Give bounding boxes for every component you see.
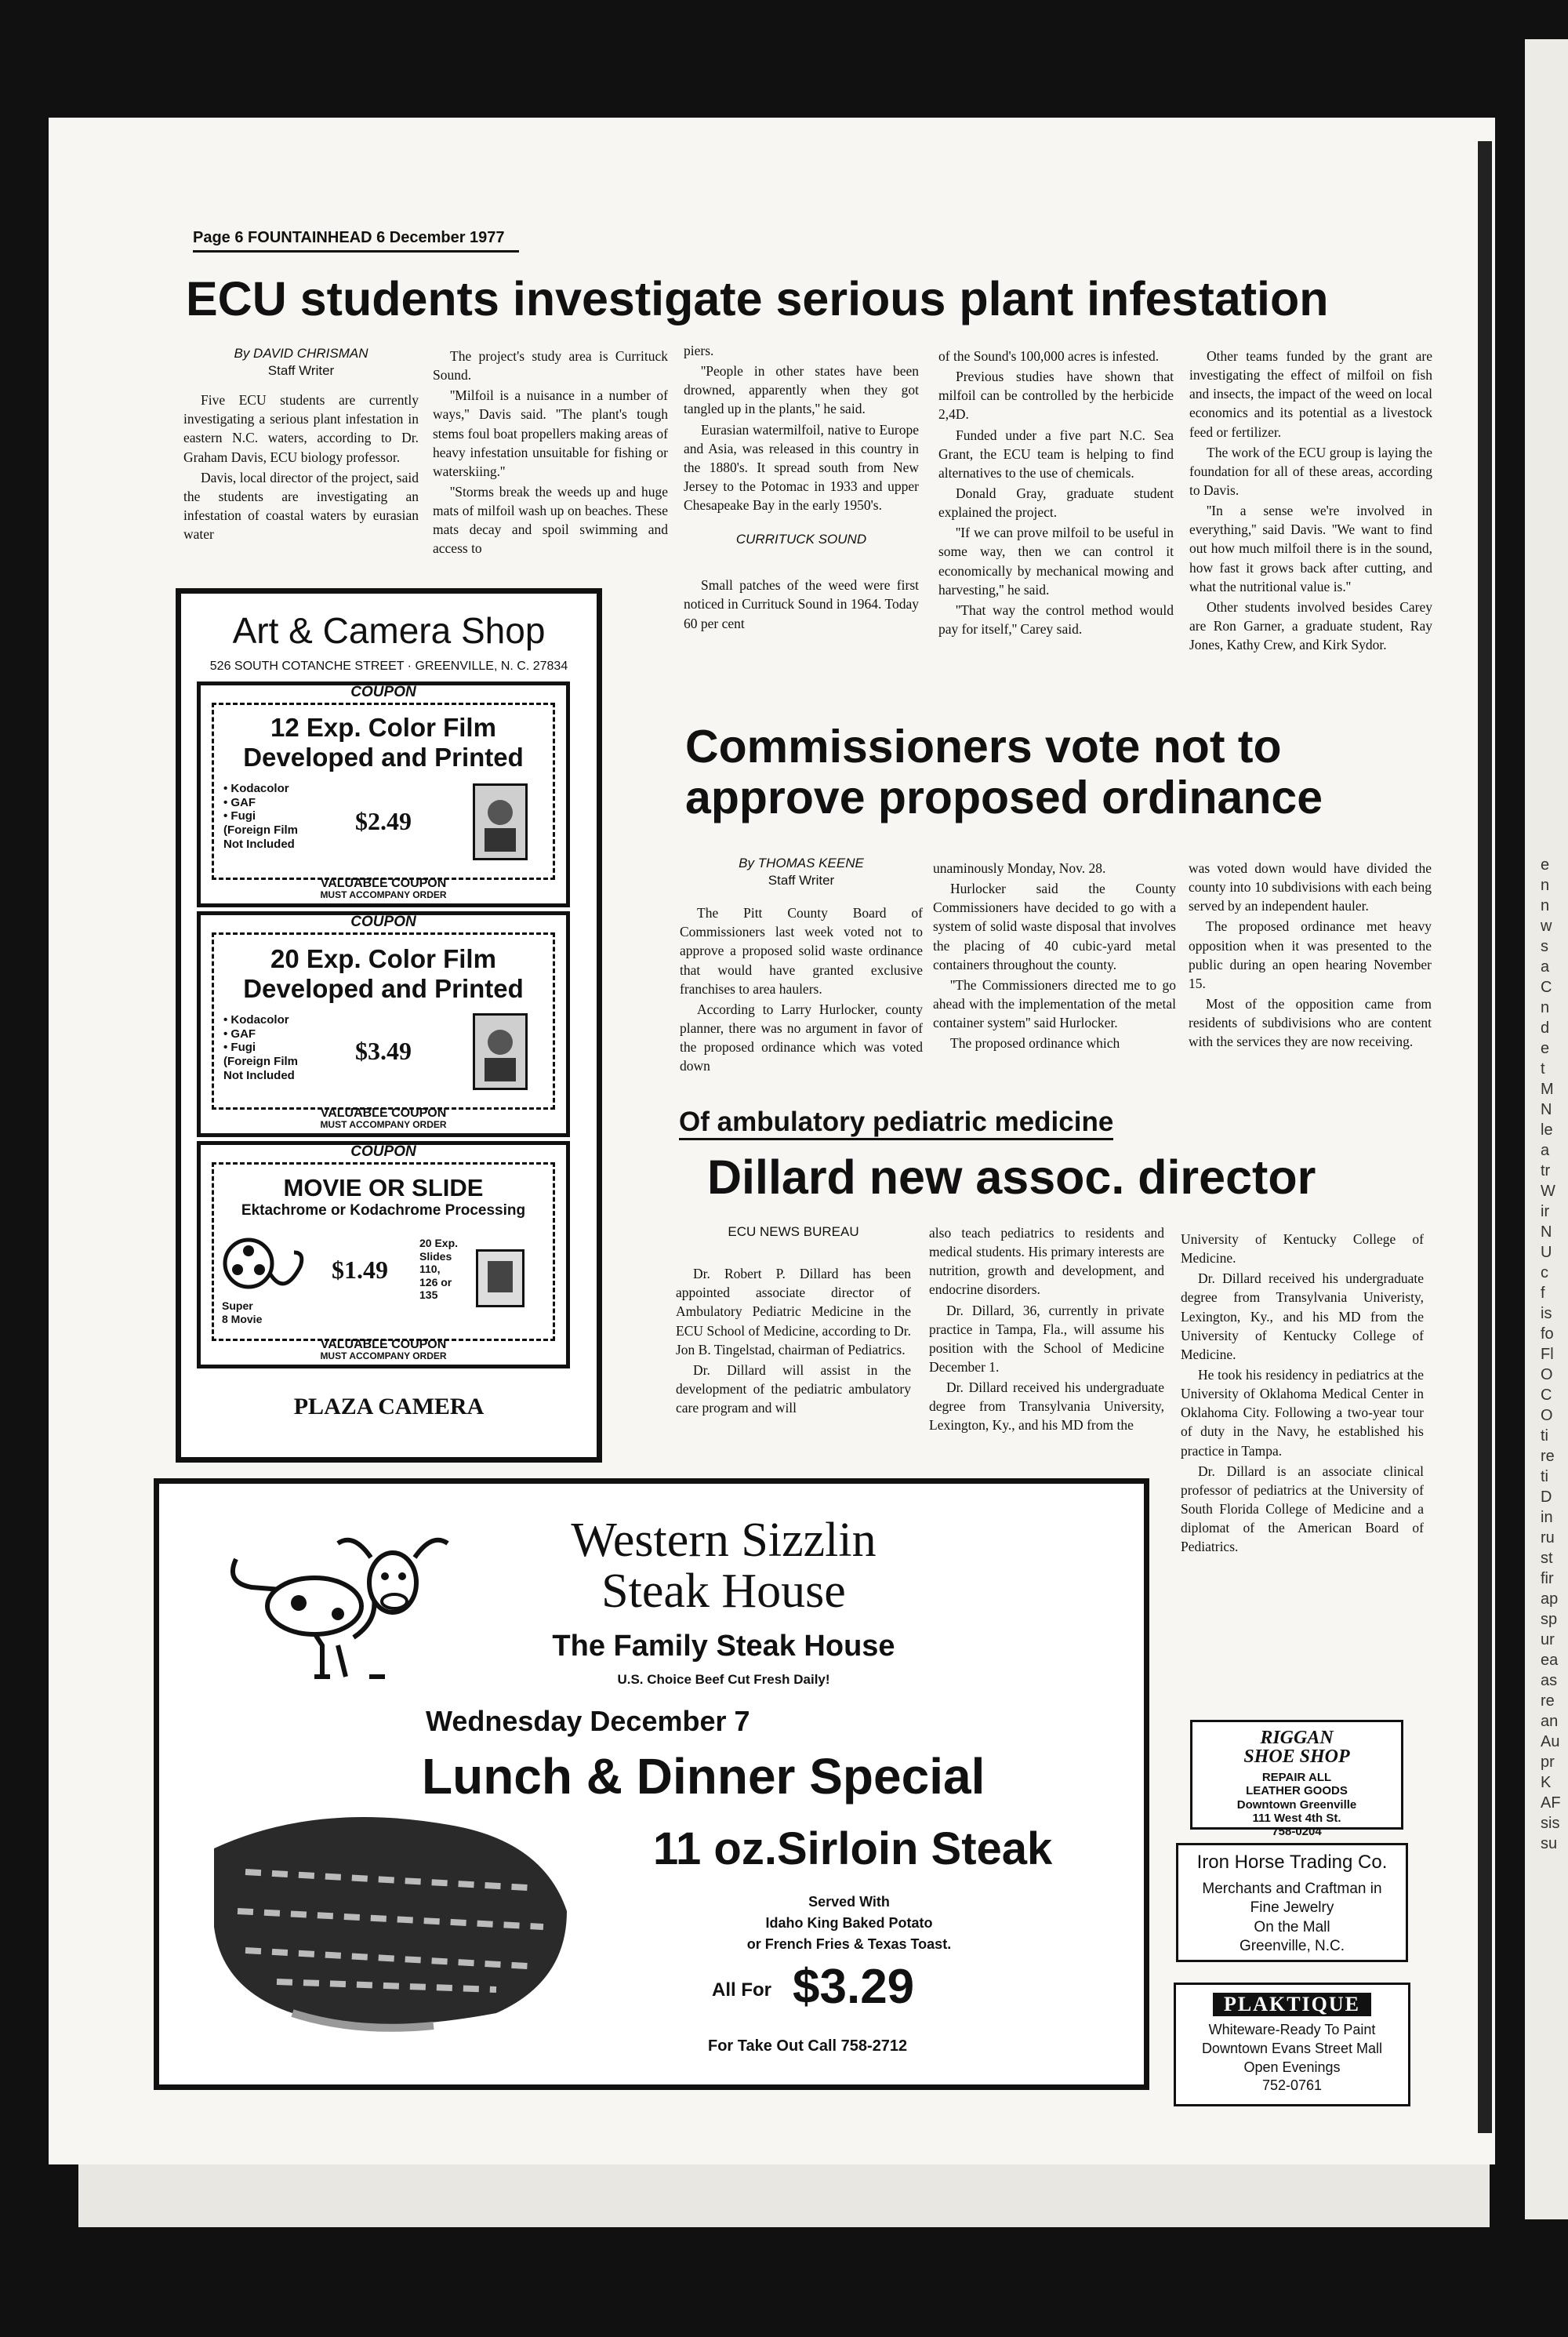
paragraph: The Pitt County Board of Commissioners last week voted not to approve a proposed solid waste ordinance that would have granted exclusive franchises to area haulers.: [680, 905, 923, 997]
restaurant-name: [488, 1515, 959, 1617]
paragraph: Dr. Dillard is an associate clinical professor of pediatrics at the University of South Florida College of Medicine and a diplomat of the American Board of Pediatrics.: [1181, 1463, 1424, 1555]
shop-details: [1192, 1771, 1401, 1838]
text-line: 111 West 4th St.: [1252, 1811, 1341, 1825]
paragraph: Eurasian watermilfoil, native to Europe and Asia, was released in this country in the 1880's. It spread south from New Jersey to the Potomac in 1933 and upper Chesapeake Bay in the early 1950's.: [684, 421, 919, 514]
adjacent-page-fragment: fir: [1541, 1570, 1554, 1587]
coupon-brands: [223, 1013, 298, 1082]
paragraph: of the Sound's 100,000 acres is infested.: [938, 348, 1160, 364]
coupon-label: COUPON: [350, 684, 416, 700]
text-line: 110,: [419, 1263, 441, 1276]
paragraph: ''Milfoil is a nuisance in a number of ways,'' Davis said. ''The plant's tough stems foul boat propellers making areas of heavy infestation unsuitable for fishing or waterskiing.'': [433, 387, 668, 479]
commissioners-headline: [685, 721, 1485, 823]
adjacent-page-fragment: an: [1541, 1713, 1559, 1730]
coupon-movie-slide[interactable]: [197, 1141, 570, 1368]
dillard-headline: Dillard new assoc. director: [707, 1150, 1316, 1204]
text-line: REPAIR ALL: [1261, 1771, 1332, 1784]
adjacent-page-strip: [1525, 39, 1568, 2219]
text-line: 752-0761: [1261, 2077, 1323, 2094]
paragraph: Other students involved besides Carey are Ron Garner, a graduate student, Ray Jones, Kathy Crew, and Kirk Sydor.: [1189, 598, 1432, 653]
body-text: [684, 576, 919, 632]
adjacent-page-fragment: N: [1541, 1101, 1552, 1118]
slide-formats: [419, 1237, 458, 1302]
text-line: (Foreign Film: [223, 823, 298, 838]
adjacent-page-fragment: su: [1541, 1835, 1558, 1852]
paragraph: unaminously Monday, Nov. 28.: [933, 860, 1106, 876]
paragraph: ''People in other states have been drowned, apparently when they got tangled up in the plants,'' he said.: [684, 363, 919, 417]
byline-name: By THOMAS KEENE: [739, 856, 864, 870]
cow-mascot-icon: [220, 1528, 456, 1685]
text-line: Slides: [419, 1249, 452, 1263]
main-story-column-5: [1189, 347, 1432, 656]
paragraph: He took his residency in pediatrics at the University of Oklahoma Medical Center in Oklahoma City. Following a two-year tour of duty in the Navy, he established his practice in Tampa.: [1181, 1366, 1424, 1459]
paragraph: Most of the opposition came from residents of subdivisions who are content with the services they are now receiving.: [1189, 995, 1432, 1050]
adjacent-page-fragment: K: [1541, 1774, 1552, 1791]
paragraph: The proposed ordinance which: [950, 1035, 1120, 1052]
paragraph: was voted down would have divided the county into 10 subdivisions with each being served by an independent hauler.: [1189, 860, 1432, 914]
page-below: [78, 2164, 1490, 2227]
crosshead: CURRITUCK SOUND: [735, 532, 867, 547]
menu-item: 11 oz.Sirloin Steak: [653, 1823, 1053, 1874]
text-line: RIGGAN: [1260, 1728, 1334, 1748]
main-headline: ECU students investigate serious plant infestation: [186, 272, 1329, 325]
commissioners-column-2: [933, 859, 1176, 1054]
commissioners-byline: [680, 855, 923, 889]
coupon-title-line-2: Developed and Printed: [243, 742, 524, 772]
film-reel-icon: [222, 1235, 308, 1298]
paragraph: The work of the ECU group is laying the foundation for all of these areas, according to Davis.: [1189, 444, 1432, 498]
text-line: • GAF: [223, 795, 256, 809]
adjacent-page-fragment: d: [1541, 1019, 1550, 1037]
shop-details: [1176, 2021, 1408, 2095]
coupon-border: [212, 703, 555, 880]
restaurant-tagline: The Family Steak House: [552, 1630, 895, 1663]
text-line: Served With: [808, 1894, 890, 1910]
adjacent-page-fragment: AF: [1541, 1794, 1561, 1812]
paragraph: According to Larry Hurlocker, county planner, there was no argument in favor of the proposed ordinance which was voted down: [680, 1001, 923, 1074]
adjacent-page-fragment: U: [1541, 1244, 1552, 1261]
adjacent-page-fragment: e: [1541, 856, 1550, 874]
adjacent-page-fragment: le: [1541, 1121, 1553, 1139]
text-line: 758-0204: [1272, 1825, 1322, 1838]
accompany-order-text: MUST ACCOMPANY ORDER: [320, 889, 447, 901]
main-story-column-1: [183, 345, 419, 545]
restaurant-name-line-1: Western Sizzlin: [571, 1514, 877, 1567]
text-line: Downtown Evans Street Mall: [1201, 2040, 1383, 2056]
coupon-price: $1.49: [332, 1256, 388, 1284]
text-line: Idaho King Baked Potato: [765, 1915, 933, 1931]
main-byline: [183, 345, 419, 380]
adjacent-page-fragment: sp: [1541, 1611, 1558, 1628]
shop-name: Iron Horse Trading Co.: [1196, 1852, 1388, 1873]
adjacent-page-text: [1541, 855, 1568, 1854]
text-line: • Fugi: [223, 809, 256, 823]
coupon-label: COUPON: [350, 1143, 416, 1160]
commissioners-column-1: [680, 855, 923, 1077]
adjacent-page-fragment: pr: [1541, 1754, 1555, 1771]
main-story-column-2: [433, 347, 668, 560]
adjacent-page-fragment: a: [1541, 1142, 1550, 1159]
body-text: [676, 1264, 911, 1417]
special-date: Wednesday December 7: [426, 1705, 750, 1737]
adjacent-page-fragment: as: [1541, 1672, 1558, 1689]
text-line: 126 or: [419, 1275, 452, 1288]
paragraph: Hurlocker said the County Commissioners have decided to go with a system of solid waste disposal that involves the placing of 40 cubic-yard metal containers throughout the county.: [933, 881, 1176, 972]
accompany-order-text: MUST ACCOMPANY ORDER: [320, 1119, 447, 1131]
all-for-label: All For: [712, 1979, 771, 2001]
valuable-coupon-text: VALUABLE COUPON: [320, 1337, 447, 1351]
coupon-title-line-1: 12 Exp. Color Film: [270, 713, 496, 742]
adjacent-page-fragment: w: [1541, 918, 1552, 935]
adjacent-page-fragment: ti: [1541, 1468, 1548, 1485]
coupon-price: $2.49: [355, 807, 412, 835]
text-line: 20 Exp.: [419, 1237, 459, 1249]
shop-address: 526 SOUTH COTANCHE STREET · GREENVILLE, N. C. 27834: [209, 660, 568, 673]
coupon-footer: [201, 1339, 566, 1361]
main-story-column-3: [684, 341, 919, 634]
page-shadow-edge: [1478, 141, 1492, 2133]
paragraph: Dr. Dillard, 36, currently in private practice in Tampa, Fla., will assume his position with the School of Medicine December 1.: [929, 1302, 1164, 1375]
newspaper-page: [49, 118, 1495, 2164]
adjacent-page-fragment: O: [1541, 1407, 1553, 1424]
adjacent-page-fragment: s: [1541, 938, 1548, 955]
paragraph: also teach pediatrics to residents and medical students. His primary interests are nutrition, growth and development, and endocrine disorders.: [929, 1225, 1164, 1298]
coupon-label: COUPON: [350, 914, 416, 930]
coupon-footer: [201, 878, 566, 900]
adjacent-page-fragment: t: [1541, 1060, 1545, 1078]
served-with: [692, 1892, 1006, 1955]
coupon-border: [212, 1162, 555, 1341]
adjacent-page-fragment: n: [1541, 999, 1550, 1016]
takeout-phone: For Take Out Call 758-2712: [708, 2037, 908, 2055]
adjacent-page-fragment: st: [1541, 1550, 1553, 1567]
special-title: Lunch & Dinner Special: [422, 1748, 985, 1805]
paragraph: Dr. Robert P. Dillard has been appointed associate director of Ambulatory Pediatric Medicine in the ECU School of Medicine, according to Dr. Jon B. Tingelstad, chairman of Pediatrics.: [676, 1266, 911, 1357]
adjacent-page-fragment: M: [1541, 1081, 1554, 1098]
headline-line-1: Commissioners vote not to: [685, 721, 1282, 772]
paragraph: Dr. Dillard received his undergraduate degree from Transylvania University, Lexington, Ky., and his MD from the: [929, 1379, 1164, 1434]
paragraph: Donald Gray, graduate student explained the project.: [938, 485, 1174, 521]
adjacent-page-fragment: ur: [1541, 1631, 1555, 1648]
slide-box-illustration: [476, 1249, 524, 1307]
text-line: or French Fries & Texas Toast.: [746, 1936, 952, 1952]
text-line: • GAF: [223, 1027, 256, 1041]
adjacent-page-fragment: tr: [1541, 1162, 1551, 1179]
paragraph: Funded under a five part N.C. Sea Grant, the ECU team is helping to find alternatives to the use of chemicals.: [938, 427, 1174, 481]
text-line: • Kodacolor: [223, 1013, 289, 1027]
text-line: • Kodacolor: [223, 782, 289, 795]
paragraph: ''Storms break the weeds up and huge mats of milfoil wash up on beaches. These mats decay and spoil swimming and access to: [433, 483, 668, 557]
text-line: Open Evenings: [1243, 2059, 1341, 2075]
coupon-title-line-1: MOVIE OR SLIDE: [283, 1174, 484, 1201]
byline-name: By DAVID CHRISMAN: [234, 346, 368, 361]
text-line: SHOE SHOP: [1243, 1746, 1350, 1767]
coupon-border: [212, 932, 555, 1110]
byline-title: Staff Writer: [768, 873, 835, 889]
adjacent-page-fragment: C: [1541, 1387, 1552, 1404]
paragraph: Small patches of the weed were first noticed in Currituck Sound in 1964. Today 60 per cent: [684, 577, 919, 631]
text-line: Downtown Greenville: [1236, 1797, 1357, 1812]
paragraph: piers.: [684, 343, 714, 358]
adjacent-page-fragment: C: [1541, 979, 1552, 996]
adjacent-page-fragment: ti: [1541, 1427, 1548, 1445]
art-camera-shop-ad: [176, 588, 602, 1463]
text-line: Not Included: [223, 1068, 295, 1082]
valuable-coupon-text: VALUABLE COUPON: [320, 1106, 447, 1120]
accompany-order-text: MUST ACCOMPANY ORDER: [320, 1350, 447, 1362]
adjacent-page-fragment: Fl: [1541, 1346, 1554, 1363]
adjacent-page-fragment: fo: [1541, 1325, 1554, 1343]
text-line: 8 Movie: [222, 1312, 263, 1325]
paragraph: ''That way the control method would pay for itself,'' Carey said.: [938, 602, 1174, 637]
text-line: Greenville, N.C.: [1239, 1937, 1345, 1954]
iron-horse-trading-ad: [1176, 1843, 1408, 1962]
coupon-12-exp[interactable]: [197, 681, 570, 907]
text-line: Merchants and Craftman in: [1202, 1881, 1382, 1897]
paragraph: Five ECU students are currently investigating a serious plant infestation in eastern N.C. waters, according to Dr. Graham Davis, ECU biology professor.: [183, 392, 419, 465]
steak-illustration: [198, 1801, 575, 2037]
body-text: [684, 341, 919, 514]
text-line: Fine Jewelry: [1250, 1899, 1334, 1917]
dillard-byline: ECU NEWS BUREAU: [728, 1224, 859, 1239]
paragraph: ''In a sense we're involved in everything,'' said Davis. ''We want to find out how much milfoil there is in the sound, how fast it grows back after cutting, and what the nutritional value is.'': [1189, 503, 1432, 594]
beef-quality-line: U.S. Choice Beef Cut Fresh Daily!: [617, 1672, 830, 1687]
adjacent-page-fragment: n: [1541, 897, 1550, 914]
adjacent-page-fragment: re: [1541, 1692, 1555, 1710]
adjacent-page-fragment: D: [1541, 1488, 1552, 1506]
coupon-footer: [201, 1107, 566, 1130]
dillard-kicker: Of ambulatory pediatric medicine: [679, 1107, 1113, 1140]
text-line: (Foreign Film: [223, 1055, 298, 1069]
valuable-coupon-text: VALUABLE COUPON: [320, 876, 447, 890]
dillard-column-2: [929, 1223, 1164, 1437]
body-text: [680, 903, 923, 1075]
coupon-price: $3.49: [355, 1037, 412, 1065]
paragraph: Previous studies have shown that milfoil can be controlled by the herbicide 2,4D.: [938, 369, 1174, 423]
paragraph: The proposed ordinance met heavy opposition when it was presented to the public during an open hearing November 15.: [1189, 918, 1432, 991]
adjacent-page-fragment: ap: [1541, 1590, 1559, 1608]
adjacent-page-fragment: a: [1541, 958, 1550, 976]
adjacent-page-fragment: ru: [1541, 1529, 1555, 1546]
coupon-brands: [223, 782, 298, 851]
adjacent-page-fragment: n: [1541, 877, 1550, 894]
adjacent-page-fragment: Au: [1541, 1733, 1560, 1750]
shop-details: [1178, 1880, 1406, 1956]
paragraph: ''The Commissioners directed me to go ahead with the implementation of the metal container system'' said Hurlocker.: [933, 976, 1176, 1031]
adjacent-page-fragment: sis: [1541, 1815, 1560, 1832]
plaktique-ad: [1174, 1983, 1410, 2106]
movie-format-label: [222, 1299, 262, 1325]
coupon-20-exp[interactable]: [197, 911, 570, 1137]
adjacent-page-fragment: c: [1541, 1264, 1548, 1281]
coupon-title-line-1: 20 Exp. Color Film: [270, 944, 496, 973]
coupon-title-line-2: Ektachrome or Kodachrome Processing: [241, 1201, 526, 1219]
adjacent-page-fragment: W: [1541, 1183, 1555, 1200]
adjacent-page-fragment: ea: [1541, 1652, 1559, 1669]
text-line: • Fugi: [223, 1041, 256, 1055]
paragraph: ''If we can prove milfoil to be useful in some way, then we can control it economically by mechanical mowing and harvesting,'' he said.: [938, 525, 1174, 598]
riggan-shoe-shop-ad: [1190, 1720, 1403, 1838]
paragraph: Dr. Dillard will assist in the development of the pediatric ambulatory care program and will: [676, 1361, 911, 1416]
adjacent-page-fragment: N: [1541, 1223, 1552, 1241]
shop-name: [1192, 1728, 1401, 1766]
shop-name: PLAKTIQUE: [1213, 1993, 1371, 2016]
body-text: [183, 391, 419, 543]
adjacent-page-fragment: ir: [1541, 1203, 1550, 1220]
adjacent-page-fragment: O: [1541, 1366, 1553, 1383]
shop-name: Art & Camera Shop: [232, 610, 546, 651]
coupon-title-line-2: Developed and Printed: [243, 973, 524, 1003]
adjacent-page-fragment: f: [1541, 1285, 1545, 1302]
special-price: $3.29: [793, 1960, 915, 2014]
folio-line: Page 6 FOUNTAINHEAD 6 December 1977: [193, 229, 519, 253]
text-line: On the Mall: [1254, 1918, 1330, 1935]
film-box-illustration: [473, 783, 528, 860]
paragraph: University of Kentucky College of Medicine.: [1181, 1231, 1424, 1267]
paragraph: The project's study area is Currituck Sound.: [433, 348, 668, 383]
western-sizzlin-ad: [154, 1478, 1149, 2090]
dillard-column-1: [676, 1223, 911, 1419]
text-line: Not Included: [223, 837, 295, 851]
restaurant-name-line-2: Steak House: [601, 1565, 846, 1619]
text-line: Super: [222, 1299, 253, 1312]
text-line: 135: [419, 1288, 438, 1302]
commissioners-column-3: [1189, 859, 1432, 1052]
text-line: LEATHER GOODS: [1246, 1784, 1348, 1798]
text-line: Whiteware-Ready To Paint: [1208, 2022, 1376, 2037]
adjacent-page-fragment: is: [1541, 1305, 1552, 1322]
dillard-column-3: [1181, 1230, 1424, 1557]
adjacent-page-fragment: re: [1541, 1448, 1555, 1465]
adjacent-page-fragment: e: [1541, 1040, 1550, 1057]
paragraph: Dr. Dillard received his undergraduate degree from Transylvania Univeristy, Lexington, Ky., and his MD from the University of Kentucky College of Medicine.: [1181, 1270, 1424, 1362]
film-box-illustration: [473, 1013, 528, 1090]
adjacent-page-fragment: in: [1541, 1509, 1553, 1526]
headline-line-2: approve proposed ordinance: [685, 771, 1323, 823]
byline-title: Staff Writer: [267, 363, 335, 379]
paragraph: Davis, local director of the project, said the students are investigating an infestation of coastal waters by eurasian water: [183, 469, 419, 543]
paragraph: Other teams funded by the grant are investigating the effect of milfoil on fish and insects, the impact of the weed on local economics and its potential as a livestock feed or fertilizer.: [1189, 348, 1432, 440]
main-story-column-4: [938, 347, 1174, 640]
plaza-camera-footer: PLAZA CAMERA: [293, 1394, 485, 1419]
